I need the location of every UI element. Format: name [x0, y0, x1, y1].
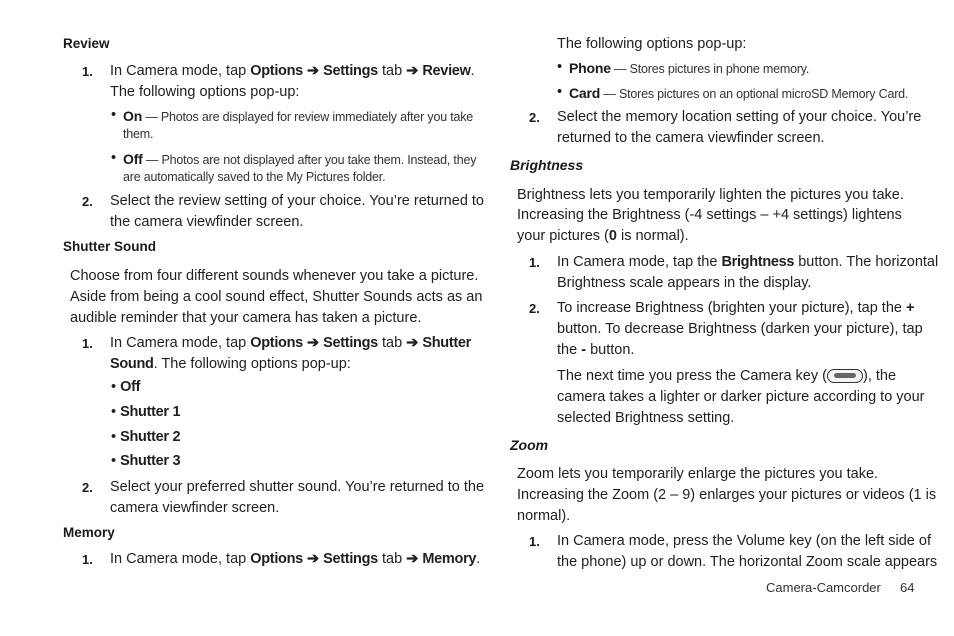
- brightness-para-line3: [517, 226, 689, 247]
- brightness-button-label: Brightness: [721, 254, 795, 270]
- brightness-note-line1: [557, 366, 896, 387]
- review-option-off-line2: are automatically saved to the My Pictures folder.: [123, 170, 386, 184]
- memory-step2-number: 2.: [529, 110, 540, 125]
- option-name: Shutter 3: [120, 453, 181, 469]
- shutter-option-3: • Shutter 3: [111, 453, 181, 469]
- options-menu-label: Options: [250, 335, 303, 351]
- memory-heading: Memory: [63, 525, 115, 540]
- arrow-icon: ➔: [406, 551, 419, 567]
- step-text: button. The horizontal: [798, 254, 939, 270]
- shutter-sound-heading: Shutter Sound: [63, 239, 156, 254]
- footer-section-title: Camera-Camcorder: [766, 580, 881, 595]
- shutter-step1-line1: [110, 333, 471, 354]
- option-description: — Photos are not displayed after you take them. Instead, they: [142, 153, 477, 167]
- memory-step2-line2: returned to the camera viewfinder screen.: [557, 130, 825, 146]
- option-name: Shutter 1: [120, 404, 181, 420]
- review-step2-line1: Select the review setting of your choice. You’re returned to: [110, 193, 484, 209]
- zoom-step1-line2: the phone) up or down. The horizontal Zoom scale appears: [557, 554, 938, 570]
- memory-options-intro: The following options pop-up:: [557, 36, 747, 52]
- shutter-para-line1: Choose from four different sounds whenever you take a picture.: [70, 268, 479, 284]
- settings-menu-label: Settings: [323, 63, 378, 79]
- shutter-step2-line2: camera viewfinder screen.: [110, 500, 280, 516]
- arrow-icon: ➔: [306, 335, 320, 351]
- settings-menu-label: Settings: [323, 551, 378, 567]
- step-text: To increase Brightness (brighten your picture), tap the: [557, 300, 902, 316]
- step-text: In Camera mode, tap: [110, 63, 247, 79]
- normal-value: 0: [608, 228, 617, 244]
- step-text: In Camera mode, tap the: [557, 254, 718, 270]
- memory-step1-number: 1.: [82, 552, 93, 567]
- settings-menu-label: Settings: [323, 335, 378, 351]
- option-description: — Stores pictures on an optional microSD Memory Card.: [600, 87, 909, 101]
- step-text: . The following options pop-up:: [153, 356, 351, 372]
- arrow-icon: ➔: [306, 63, 320, 79]
- shutter-option-1: • Shutter 1: [111, 404, 181, 420]
- step-text: tab: [381, 551, 403, 567]
- option-name: Card: [569, 85, 601, 101]
- brightness-step1-number: 1.: [529, 255, 540, 270]
- shutter-para-line2: Aside from being a cool sound effect, Shutter Sounds acts as an: [70, 289, 483, 305]
- bullet-icon: •: [111, 150, 117, 166]
- brightness-para-line1: Brightness lets you temporarily lighten the pictures you take.: [517, 187, 904, 203]
- memory-option-phone: [569, 59, 809, 78]
- review-step1-line2: The following options pop-up:: [110, 84, 300, 100]
- note-text: The next time you press the Camera key (: [557, 368, 827, 384]
- memory-step2-line1: Select the memory location setting of your choice. You’re: [557, 109, 922, 125]
- minus-button-label: -: [581, 342, 587, 358]
- arrow-icon: ➔: [306, 551, 320, 567]
- shutter-para-line3: audible reminder that your camera has taken a picture.: [70, 310, 422, 326]
- review-step1-line1: [110, 61, 475, 82]
- step-text: In Camera mode, tap: [110, 335, 247, 351]
- review-step2-number: 2.: [82, 194, 93, 209]
- review-option-on-line2: them.: [123, 127, 154, 141]
- option-name: Off: [123, 151, 143, 167]
- step-text: the: [557, 342, 578, 358]
- shutter-option-off: • Off: [111, 379, 141, 395]
- step-text: tab: [381, 335, 403, 351]
- option-description: — Stores pictures in phone memory.: [610, 62, 810, 76]
- bullet-icon: •: [557, 59, 563, 75]
- shutter-step1-line2: [110, 354, 351, 375]
- memory-menu-label: Memory: [422, 551, 477, 567]
- review-step2-line2: the camera viewfinder screen.: [110, 214, 304, 230]
- arrow-icon: ➔: [406, 335, 419, 351]
- para-text: is normal).: [616, 228, 689, 244]
- bullet-icon: •: [111, 107, 117, 123]
- brightness-para-line2: Increasing the Brightness (-4 settings – +4 settings) lightens: [517, 207, 902, 223]
- note-text: ), the: [862, 368, 897, 384]
- brightness-step2-line1: [557, 298, 914, 319]
- shutter-step1-number: 1.: [82, 336, 93, 351]
- review-step1-number: 1.: [82, 64, 93, 79]
- option-name: Shutter 2: [120, 429, 181, 445]
- shutter-option-2: • Shutter 2: [111, 429, 181, 445]
- zoom-step1-number: 1.: [529, 534, 540, 549]
- option-name: Off: [120, 379, 141, 395]
- step-text: tab: [381, 63, 403, 79]
- arrow-icon: ➔: [406, 63, 419, 79]
- brightness-step2-line3: [557, 340, 634, 361]
- memory-option-card: [569, 84, 908, 103]
- review-option-off: [123, 150, 476, 169]
- option-description: — Photos are displayed for review immediately after you take: [142, 110, 474, 124]
- option-name: Phone: [569, 60, 611, 76]
- brightness-heading: Brightness: [510, 157, 584, 173]
- zoom-para-line1: Zoom lets you temporarily enlarge the pictures you take.: [517, 466, 879, 482]
- shutter-step2-number: 2.: [82, 480, 93, 495]
- sound-menu-label: Sound: [110, 356, 154, 372]
- step-text: button.: [590, 342, 635, 358]
- brightness-step1-line2: Brightness scale appears in the display.: [557, 275, 812, 291]
- options-menu-label: Options: [250, 63, 303, 79]
- page-number: 64: [900, 580, 915, 595]
- review-menu-label: Review: [422, 63, 471, 79]
- brightness-step2-line2: button. To decrease Brightness (darken your picture), tap: [557, 321, 923, 337]
- option-name: On: [123, 108, 143, 124]
- brightness-note-line2: camera takes a lighter or darker picture according to your: [557, 389, 925, 405]
- para-text: your pictures (: [517, 228, 609, 244]
- camera-key-icon: [827, 369, 863, 383]
- zoom-step1-line1: In Camera mode, press the Volume key (on the left side of: [557, 533, 931, 549]
- plus-button-label: +: [906, 300, 915, 316]
- review-option-on: [123, 107, 473, 126]
- options-menu-label: Options: [250, 551, 303, 567]
- punctuation: .: [476, 551, 481, 567]
- punctuation: .: [470, 63, 475, 79]
- shutter-step2-line1: Select your preferred shutter sound. You’re returned to the: [110, 479, 485, 495]
- step-text: In Camera mode, tap: [110, 551, 247, 567]
- zoom-para-line2: Increasing the Zoom (2 – 9) enlarges your pictures or videos (1 is: [517, 487, 937, 503]
- brightness-step2-number: 2.: [529, 301, 540, 316]
- brightness-note-line3: selected Brightness setting.: [557, 410, 735, 426]
- brightness-step1-line1: [557, 252, 938, 273]
- memory-step1-line1: [110, 549, 480, 570]
- shutter-menu-label: Shutter: [422, 335, 472, 351]
- zoom-heading: Zoom: [510, 437, 549, 453]
- review-heading: Review: [63, 36, 110, 51]
- zoom-para-line3: normal).: [517, 508, 571, 524]
- bullet-icon: •: [557, 84, 563, 100]
